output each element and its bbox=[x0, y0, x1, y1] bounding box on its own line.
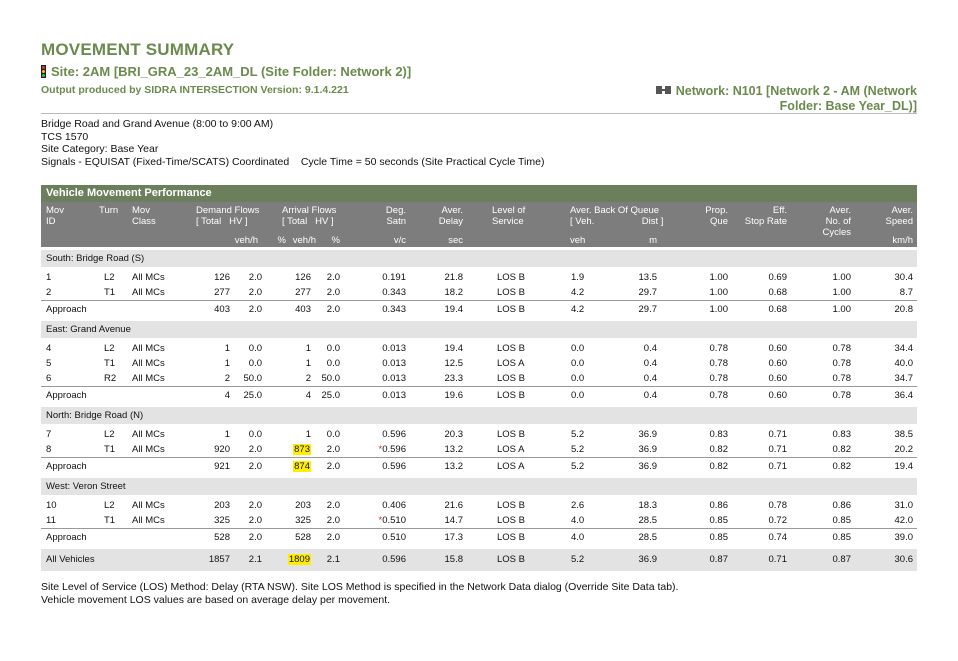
highlighted-value: 874 bbox=[294, 461, 310, 472]
cell-dt: 528 bbox=[214, 532, 230, 543]
cell-delay: 19.4 bbox=[444, 343, 463, 354]
cell-delay: 18.2 bbox=[444, 287, 463, 298]
info-line: Bridge Road and Grand Avenue (8:00 to 9:00 AM) bbox=[41, 118, 274, 130]
movement-performance-table bbox=[41, 185, 917, 571]
info-line: Signals - EQUISAT (Fixed-Time/SCATS) Coordinated Cycle Time = 50 seconds (Site Practical Cycle Time) bbox=[41, 155, 545, 168]
cell-value: 0.510 bbox=[382, 515, 406, 526]
cell-cls: All MCs bbox=[132, 343, 165, 354]
cell-turn: T1 bbox=[104, 358, 116, 369]
divider bbox=[41, 113, 917, 114]
cell-at: 126 bbox=[295, 272, 311, 283]
cell-dh: 2.0 bbox=[248, 287, 262, 298]
cell-qv: 0.0 bbox=[571, 390, 585, 401]
col-turn: Turn bbox=[99, 205, 119, 216]
cell-prop: 0.78 bbox=[709, 358, 728, 369]
cell-ah: 2.0 bbox=[326, 500, 340, 511]
cell-los: LOS B bbox=[497, 390, 525, 401]
table-row bbox=[41, 285, 917, 300]
section-header: North: Bridge Road (N) bbox=[41, 407, 917, 424]
cell-label: All Vehicles bbox=[46, 554, 95, 565]
cell-at: 1 bbox=[305, 343, 311, 354]
cell-qv: 4.2 bbox=[571, 287, 585, 298]
cell-at: 325 bbox=[295, 515, 311, 526]
cell-delay: 15.8 bbox=[444, 554, 463, 565]
unit-label: % bbox=[331, 235, 340, 246]
cell-qv: 0.0 bbox=[571, 343, 585, 354]
cell-id: 4 bbox=[46, 343, 52, 354]
cell-dh: 2.0 bbox=[248, 515, 262, 526]
cell-qd: 0.4 bbox=[643, 390, 657, 401]
cell-spd: 42.0 bbox=[894, 515, 913, 526]
cell-id: 10 bbox=[46, 500, 57, 511]
output-version: Output produced by SIDRA INTERSECTION Version: 9.1.4.221 bbox=[41, 84, 349, 96]
site-title bbox=[41, 64, 411, 79]
cell-ah: 0.0 bbox=[326, 358, 340, 369]
cell-delay: 19.6 bbox=[444, 390, 463, 401]
cell-delay: 20.3 bbox=[444, 429, 463, 440]
cell-at bbox=[282, 549, 311, 571]
cell-dh: 0.0 bbox=[248, 358, 262, 369]
cell-cyc: 0.87 bbox=[832, 554, 851, 565]
cell-qv: 0.0 bbox=[571, 373, 585, 384]
cell-eff: 0.78 bbox=[768, 500, 787, 511]
cell-turn: L2 bbox=[104, 343, 115, 354]
cell-spd: 8.7 bbox=[899, 287, 913, 298]
cell-dh: 2.0 bbox=[248, 272, 262, 283]
cell-prop: 1.00 bbox=[709, 287, 728, 298]
cell-qv: 4.0 bbox=[571, 515, 585, 526]
cell-los: LOS B bbox=[497, 554, 525, 565]
col-queue: Aver. Back Of Queue [ Veh. Dist ] bbox=[570, 205, 664, 227]
cell-dh: 50.0 bbox=[243, 373, 262, 384]
cell-id: 2 bbox=[46, 287, 52, 298]
cell-prop: 1.00 bbox=[709, 272, 728, 283]
cell-at: 1 bbox=[305, 429, 311, 440]
cell-los: LOS B bbox=[497, 515, 525, 526]
unit-label: veh/h bbox=[292, 235, 316, 246]
cell-dt: 921 bbox=[214, 461, 230, 472]
col-delay: Aver. Delay bbox=[438, 205, 463, 227]
cell-spd: 20.2 bbox=[894, 444, 913, 455]
cell-spd: 31.0 bbox=[894, 500, 913, 511]
info-line: Site Category: Base Year bbox=[41, 143, 159, 155]
network-title bbox=[656, 84, 917, 114]
cell-delay: 13.2 bbox=[444, 444, 463, 455]
cell-qv: 5.2 bbox=[571, 554, 585, 565]
network-icon bbox=[656, 86, 671, 94]
cell-los: LOS A bbox=[497, 358, 525, 369]
cell-cyc: 0.82 bbox=[832, 461, 851, 472]
cell-dt: 403 bbox=[214, 304, 230, 315]
unit-label: veh/h bbox=[234, 235, 258, 246]
cell-qd: 28.5 bbox=[638, 532, 657, 543]
table-row bbox=[41, 427, 917, 442]
cell-spd: 20.8 bbox=[894, 304, 913, 315]
cell-cls: All MCs bbox=[132, 515, 165, 526]
cell-turn: T1 bbox=[104, 444, 116, 455]
cell-qd: 36.9 bbox=[638, 444, 657, 455]
unit-label: km/h bbox=[892, 235, 913, 246]
cell-qv: 4.2 bbox=[571, 304, 585, 315]
approach-row bbox=[41, 300, 917, 318]
cell-eff: 0.74 bbox=[768, 532, 787, 543]
cell-cyc: 1.00 bbox=[832, 304, 851, 315]
cell-delay: 12.5 bbox=[444, 358, 463, 369]
cell-cyc: 0.78 bbox=[832, 358, 851, 369]
cell-turn: L2 bbox=[104, 429, 115, 440]
cell-prop: 0.85 bbox=[709, 515, 728, 526]
cell-ah: 25.0 bbox=[321, 390, 340, 401]
cell-deg: 0.013 bbox=[382, 373, 406, 384]
network-line2: Folder: Base Year_DL)] bbox=[779, 99, 917, 113]
cell-spd: 34.7 bbox=[894, 373, 913, 384]
cell-id: 1 bbox=[46, 272, 52, 283]
unit-label: v/c bbox=[393, 235, 406, 246]
cell-delay: 14.7 bbox=[444, 515, 463, 526]
col-speed: Aver. Speed bbox=[885, 205, 913, 227]
table-title: Vehicle Movement Performance bbox=[41, 185, 917, 202]
approach-row bbox=[41, 457, 917, 475]
col-mov: Mov ID bbox=[46, 205, 64, 227]
footnote: Vehicle movement LOS values are based on average delay per movement. bbox=[41, 594, 391, 606]
cell-ah: 2.1 bbox=[326, 554, 340, 565]
cell-dt: 203 bbox=[214, 500, 230, 511]
cell-ah: 2.0 bbox=[326, 287, 340, 298]
cell-deg: 0.013 bbox=[382, 343, 406, 354]
cell-eff: 0.60 bbox=[768, 373, 787, 384]
cell-spd: 36.4 bbox=[894, 390, 913, 401]
cell-dh: 0.0 bbox=[248, 429, 262, 440]
cell-delay: 23.3 bbox=[444, 373, 463, 384]
cell-delay: 21.6 bbox=[444, 500, 463, 511]
col-arrival: Arrival Flows [ Total HV ] bbox=[282, 205, 337, 227]
cell-qv: 5.2 bbox=[571, 429, 585, 440]
cell-at bbox=[282, 442, 311, 457]
cell-ah: 2.0 bbox=[326, 272, 340, 283]
cell-cls: All MCs bbox=[132, 287, 165, 298]
cell-los: LOS B bbox=[497, 272, 525, 283]
cell-dh: 0.0 bbox=[248, 343, 262, 354]
cell-deg: 0.343 bbox=[382, 304, 406, 315]
cell-prop: 0.83 bbox=[709, 429, 728, 440]
cell-id: 6 bbox=[46, 373, 52, 384]
cell-qd: 36.9 bbox=[638, 461, 657, 472]
page-title: MOVEMENT SUMMARY bbox=[41, 40, 235, 59]
cell-at: 277 bbox=[295, 287, 311, 298]
cell-dt: 4 bbox=[224, 390, 230, 401]
unit-label: m bbox=[649, 235, 657, 246]
cell-deg: 0.596 bbox=[382, 554, 406, 565]
cell-prop: 0.86 bbox=[709, 500, 728, 511]
cell-spd: 30.4 bbox=[894, 272, 913, 283]
cell-deg: 0.510 bbox=[382, 532, 406, 543]
cell-cyc: 0.83 bbox=[832, 429, 851, 440]
col-class: Mov Class bbox=[132, 205, 156, 227]
cell-cyc: 0.85 bbox=[832, 515, 851, 526]
cell-ah: 50.0 bbox=[321, 373, 340, 384]
cell-dh: 25.0 bbox=[243, 390, 262, 401]
cell-deg: 0.191 bbox=[382, 272, 406, 283]
cell-cls: All MCs bbox=[132, 358, 165, 369]
cell-cyc: 1.00 bbox=[832, 287, 851, 298]
col-demand: Demand Flows [ Total HV ] bbox=[196, 205, 260, 227]
table-row bbox=[41, 513, 917, 528]
highlighted-value: 873 bbox=[294, 444, 310, 455]
cell-dt: 2 bbox=[224, 373, 230, 384]
unit-label: veh bbox=[570, 235, 586, 246]
cell-dt: 325 bbox=[214, 515, 230, 526]
cell-dt: 1 bbox=[224, 343, 230, 354]
cell-los: LOS B bbox=[497, 287, 525, 298]
cell-qd: 0.4 bbox=[643, 343, 657, 354]
cell-ah: 0.0 bbox=[326, 429, 340, 440]
cell-spd: 40.0 bbox=[894, 358, 913, 369]
cell-eff: 0.71 bbox=[768, 444, 787, 455]
cell-dh: 2.0 bbox=[248, 304, 262, 315]
cell-qv: 4.0 bbox=[571, 532, 585, 543]
cell-dh: 2.0 bbox=[248, 500, 262, 511]
approach-row bbox=[41, 528, 917, 546]
cell-cyc: 0.86 bbox=[832, 500, 851, 511]
cell-spd: 34.4 bbox=[894, 343, 913, 354]
cell-eff: 0.60 bbox=[768, 343, 787, 354]
highlighted-value: 1809 bbox=[288, 554, 310, 565]
cell-turn: T1 bbox=[104, 515, 116, 526]
cell-qv: 5.2 bbox=[571, 444, 585, 455]
cell-los: LOS B bbox=[497, 373, 525, 384]
cell-deg bbox=[366, 513, 406, 528]
approach-row bbox=[41, 386, 917, 404]
cell-los: LOS B bbox=[497, 304, 525, 315]
cell-eff: 0.71 bbox=[768, 554, 787, 565]
cell-deg: 0.013 bbox=[382, 390, 406, 401]
cell-ah: 2.0 bbox=[326, 461, 340, 472]
cell-delay: 19.4 bbox=[444, 304, 463, 315]
critical-marker: * bbox=[378, 444, 383, 455]
cell-dt: 126 bbox=[214, 272, 230, 283]
cell-eff: 0.69 bbox=[768, 272, 787, 283]
section-header: East: Grand Avenue bbox=[41, 321, 917, 338]
cell-dt: 1857 bbox=[208, 554, 230, 565]
table-row bbox=[41, 442, 917, 457]
cell-ah: 0.0 bbox=[326, 343, 340, 354]
site-label: Site: 2AM [BRI_GRA_23_2AM_DL (Site Folder: Network 2)] bbox=[51, 64, 412, 79]
network-line1: Network: N101 [Network 2 - AM (Network bbox=[675, 84, 917, 98]
critical-marker: * bbox=[378, 515, 383, 526]
col-eff: Eff. Stop Rate bbox=[744, 205, 787, 227]
cell-spd: 30.6 bbox=[894, 554, 913, 565]
cell-cls: All MCs bbox=[132, 444, 165, 455]
cell-prop: 0.82 bbox=[709, 461, 728, 472]
cell-at: 4 bbox=[305, 390, 311, 401]
cell-qd: 18.3 bbox=[638, 500, 657, 511]
cell-ah: 2.0 bbox=[326, 304, 340, 315]
cell-deg: 0.343 bbox=[382, 287, 406, 298]
table-row bbox=[41, 341, 917, 356]
cell-cls: All MCs bbox=[132, 373, 165, 384]
col-cycles: Aver. No. of Cycles bbox=[822, 205, 851, 238]
cell-qd: 0.4 bbox=[643, 373, 657, 384]
cell-dt: 1 bbox=[224, 358, 230, 369]
cell-spd: 39.0 bbox=[894, 532, 913, 543]
cell-prop: 0.85 bbox=[709, 532, 728, 543]
cell-turn: R2 bbox=[104, 373, 117, 384]
cell-ah: 2.0 bbox=[326, 444, 340, 455]
cell-los: LOS B bbox=[497, 532, 525, 543]
cell-at: 203 bbox=[295, 500, 311, 511]
cell-turn: L2 bbox=[104, 500, 115, 511]
cell-qd: 36.9 bbox=[638, 429, 657, 440]
cell-value: 0.596 bbox=[382, 444, 406, 455]
cell-at: 528 bbox=[295, 532, 311, 543]
cell-ah: 2.0 bbox=[326, 532, 340, 543]
cell-dt: 277 bbox=[214, 287, 230, 298]
cell-los: LOS B bbox=[497, 343, 525, 354]
cell-qd: 28.5 bbox=[638, 515, 657, 526]
site-info bbox=[41, 118, 544, 168]
cell-spd: 19.4 bbox=[894, 461, 913, 472]
cell-ah: 2.0 bbox=[326, 515, 340, 526]
cell-dt: 920 bbox=[214, 444, 230, 455]
cell-los: LOS A bbox=[497, 461, 525, 472]
cell-id: 8 bbox=[46, 444, 52, 455]
cell-at: 2 bbox=[305, 373, 311, 384]
cell-id: 7 bbox=[46, 429, 52, 440]
cell-dt: 1 bbox=[224, 429, 230, 440]
cell-dh: 2.1 bbox=[248, 554, 262, 565]
info-line: TCS 1570 bbox=[41, 130, 89, 143]
footnote: Site Level of Service (LOS) Method: Delay (RTA NSW). Site LOS Method is specified in the Network Data dialog (Override Site Data tab). bbox=[41, 581, 679, 593]
cell-cyc: 0.78 bbox=[832, 343, 851, 354]
cell-eff: 0.71 bbox=[768, 461, 787, 472]
cell-prop: 1.00 bbox=[709, 304, 728, 315]
cell-at: 1 bbox=[305, 358, 311, 369]
cell-cyc: 0.82 bbox=[832, 444, 851, 455]
table-row bbox=[41, 270, 917, 285]
unit-label: % bbox=[277, 235, 286, 246]
cell-qd: 0.4 bbox=[643, 358, 657, 369]
cell-spd: 38.5 bbox=[894, 429, 913, 440]
cell-cyc: 0.78 bbox=[832, 373, 851, 384]
table-row bbox=[41, 498, 917, 513]
cell-cyc: 0.78 bbox=[832, 390, 851, 401]
cell-deg bbox=[366, 442, 406, 457]
table-header bbox=[41, 202, 917, 247]
cell-prop: 0.87 bbox=[709, 554, 728, 565]
cell-eff: 0.71 bbox=[768, 429, 787, 440]
cell-deg: 0.596 bbox=[382, 461, 406, 472]
cell-los: LOS B bbox=[497, 429, 525, 440]
cell-cls: All MCs bbox=[132, 272, 165, 283]
cell-at bbox=[282, 458, 311, 475]
col-deg: Deg. Satn bbox=[385, 205, 406, 227]
cell-turn: L2 bbox=[104, 272, 115, 283]
cell-id: 11 bbox=[46, 515, 56, 526]
cell-qd: 29.7 bbox=[638, 304, 657, 315]
cell-cyc: 1.00 bbox=[832, 272, 851, 283]
cell-deg: 0.013 bbox=[382, 358, 406, 369]
cell-los: LOS A bbox=[497, 444, 525, 455]
cell-qd: 13.5 bbox=[638, 272, 657, 283]
footnotes bbox=[41, 581, 678, 607]
col-los: Level of Service bbox=[492, 205, 526, 227]
cell-delay: 17.3 bbox=[444, 532, 463, 543]
cell-deg: 0.406 bbox=[382, 500, 406, 511]
cell-dh: 2.0 bbox=[248, 461, 262, 472]
cell-cls: All MCs bbox=[132, 429, 165, 440]
cell-qv: 0.0 bbox=[571, 358, 585, 369]
cell-dh: 2.0 bbox=[248, 444, 262, 455]
cell-cls: All MCs bbox=[132, 500, 165, 511]
cell-prop: 0.78 bbox=[709, 373, 728, 384]
cell-prop: 0.82 bbox=[709, 444, 728, 455]
cell-eff: 0.68 bbox=[768, 287, 787, 298]
cell-eff: 0.60 bbox=[768, 390, 787, 401]
cell-turn: T1 bbox=[104, 287, 116, 298]
all-vehicles-row bbox=[41, 549, 917, 571]
cell-prop: 0.78 bbox=[709, 390, 728, 401]
section-header: West: Veron Street bbox=[41, 478, 917, 495]
cell-label: Approach bbox=[46, 461, 87, 472]
table-row bbox=[41, 356, 917, 371]
cell-qv: 2.6 bbox=[571, 500, 585, 511]
cell-qd: 36.9 bbox=[638, 554, 657, 565]
cell-id: 5 bbox=[46, 358, 52, 369]
cell-label: Approach bbox=[46, 304, 87, 315]
cell-qv: 1.9 bbox=[571, 272, 585, 283]
table-body bbox=[41, 250, 917, 571]
cell-cyc: 0.85 bbox=[832, 532, 851, 543]
cell-eff: 0.60 bbox=[768, 358, 787, 369]
cell-qd: 29.7 bbox=[638, 287, 657, 298]
cell-deg: 0.596 bbox=[382, 429, 406, 440]
table-row bbox=[41, 371, 917, 386]
cell-dh: 2.0 bbox=[248, 532, 262, 543]
cell-label: Approach bbox=[46, 390, 87, 401]
cell-delay: 13.2 bbox=[444, 461, 463, 472]
cell-delay: 21.8 bbox=[444, 272, 463, 283]
unit-label: sec bbox=[448, 235, 463, 246]
cell-prop: 0.78 bbox=[709, 343, 728, 354]
cell-qv: 5.2 bbox=[571, 461, 585, 472]
section-header: South: Bridge Road (S) bbox=[41, 250, 917, 267]
cell-los: LOS B bbox=[497, 500, 525, 511]
traffic-light-icon bbox=[41, 65, 46, 78]
cell-label: Approach bbox=[46, 532, 87, 543]
cell-eff: 0.72 bbox=[768, 515, 787, 526]
cell-at: 403 bbox=[295, 304, 311, 315]
cell-eff: 0.68 bbox=[768, 304, 787, 315]
col-prop: Prop. Que bbox=[705, 205, 728, 227]
